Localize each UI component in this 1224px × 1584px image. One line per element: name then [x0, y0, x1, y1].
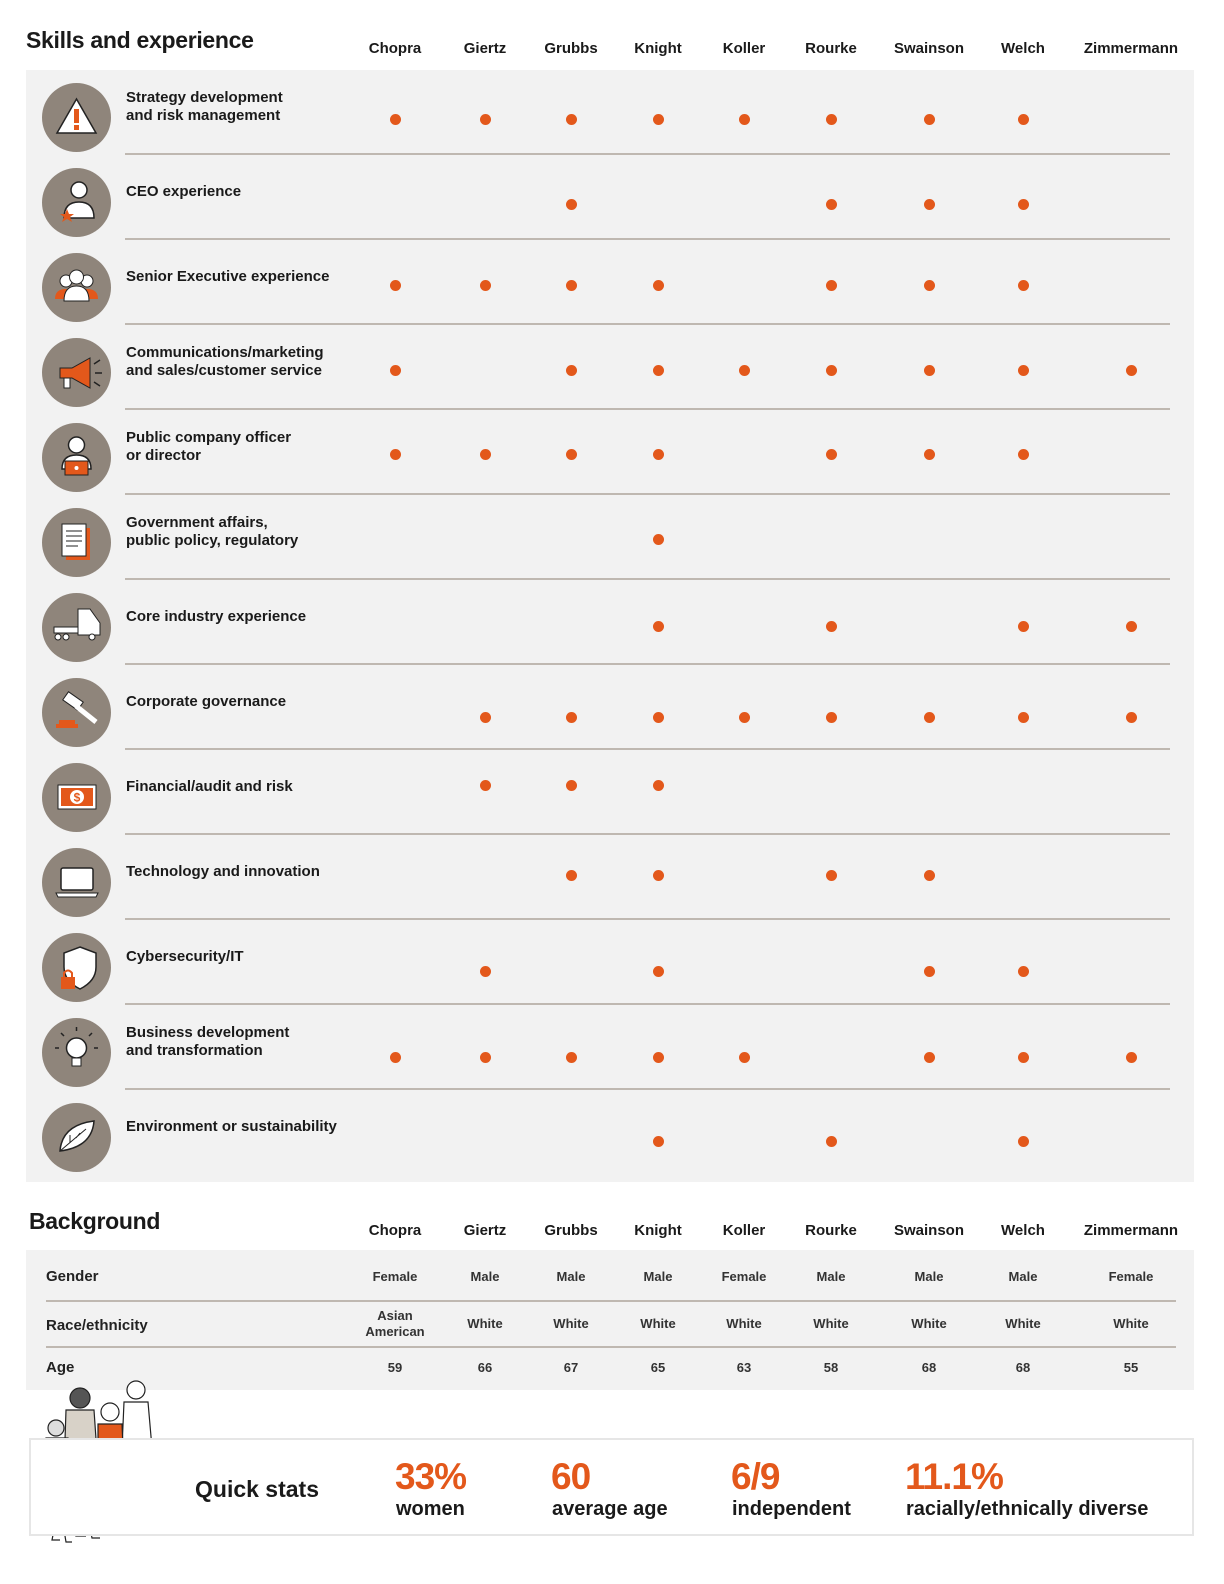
skill-dot [1126, 621, 1137, 632]
background-cell: Male [1008, 1269, 1038, 1284]
background-header-swainson: Swainson [893, 1222, 964, 1239]
background-cell: White [726, 1316, 762, 1331]
background-cell: White [640, 1316, 676, 1331]
skill-dot [826, 1136, 837, 1147]
skill-row [26, 580, 1194, 665]
background-label: Race/ethnicity [46, 1317, 148, 1334]
background-header-koller: Koller [722, 1222, 766, 1239]
skill-dot [566, 114, 577, 125]
background-cell: White [1005, 1316, 1041, 1331]
background-cell: White [813, 1316, 849, 1331]
skill-label: Senior Executive experience [126, 268, 330, 285]
skill-dot [924, 114, 935, 125]
background-cell: Male [816, 1269, 846, 1284]
skill-dot [1018, 966, 1029, 977]
quick-stats-box [29, 1438, 1194, 1536]
skill-dot [566, 870, 577, 881]
background-cell: 58 [823, 1360, 839, 1375]
skill-dot [566, 199, 577, 210]
skill-dot [653, 966, 664, 977]
skill-dot [924, 966, 935, 977]
background-cell: Male [470, 1269, 500, 1284]
skill-dot [480, 280, 491, 291]
stat-independent-caption: independent [732, 1498, 851, 1520]
skills-header-welch: Welch [1001, 40, 1045, 57]
stat-women-caption: women [396, 1498, 465, 1520]
skill-dot [1018, 365, 1029, 376]
skill-dot [739, 365, 750, 376]
skill-dot [1018, 1136, 1029, 1147]
megaphone-icon [42, 338, 111, 407]
skill-dot [1018, 621, 1029, 632]
shield-lock-icon [42, 933, 111, 1002]
warning-icon [42, 83, 111, 152]
skill-dot [1018, 114, 1029, 125]
background-header-zimmermann: Zimmermann [1083, 1222, 1179, 1239]
skill-label: Strategy development and risk management [126, 89, 283, 124]
background-cell: 66 [477, 1360, 493, 1375]
skill-dot [924, 365, 935, 376]
skill-dot [826, 712, 837, 723]
truck-icon [42, 593, 111, 662]
skill-dot [480, 114, 491, 125]
skill-dot [480, 449, 491, 460]
skill-dot [1126, 712, 1137, 723]
skills-header-grubbs: Grubbs [544, 40, 598, 57]
background-cell: Female [721, 1269, 767, 1284]
background-cell: Male [914, 1269, 944, 1284]
skill-row [26, 750, 1194, 835]
row-divider [46, 1346, 1176, 1348]
stat-women-value: 33% [395, 1456, 467, 1497]
skill-dot [653, 621, 664, 632]
row-divider [46, 1300, 1176, 1302]
skills-header-knight: Knight [634, 40, 682, 57]
skill-dot [566, 712, 577, 723]
background-header-rourke: Rourke [805, 1222, 857, 1239]
skill-dot [653, 534, 664, 545]
officer-laptop-icon [42, 423, 111, 492]
laptop-icon [42, 848, 111, 917]
skill-label: CEO experience [126, 183, 242, 200]
skill-row [26, 70, 1194, 155]
background-cell: 55 [1123, 1360, 1139, 1375]
quick-stats-title: Quick stats [195, 1476, 319, 1502]
skill-label: Corporate governance [126, 693, 287, 710]
skill-label: Technology and innovation [126, 863, 320, 880]
skills-header-zimmermann: Zimmermann [1083, 40, 1179, 57]
skill-row [26, 665, 1194, 750]
skill-dot [924, 449, 935, 460]
skill-label: Cybersecurity/IT [126, 948, 244, 965]
skill-label: Financial/audit and risk [126, 778, 293, 795]
background-cell: White [467, 1316, 503, 1331]
ceo-star-icon [42, 168, 111, 237]
skill-label: Core industry experience [126, 608, 307, 625]
skill-label: Public company officer or director [126, 429, 292, 464]
skill-dot [739, 712, 750, 723]
skill-dot [653, 870, 664, 881]
skill-dot [566, 280, 577, 291]
skill-dot [826, 365, 837, 376]
skill-dot [390, 114, 401, 125]
skill-dot [480, 780, 491, 791]
skill-dot [1018, 280, 1029, 291]
document-icon [42, 508, 111, 577]
skills-header-swainson: Swainson [893, 40, 964, 57]
background-cell: White [1113, 1316, 1149, 1331]
skill-row [26, 495, 1194, 580]
skills-header-rourke: Rourke [805, 40, 857, 57]
skill-dot [1018, 1052, 1029, 1063]
skill-row [26, 920, 1194, 1005]
skill-dot [653, 114, 664, 125]
skill-label: Government affairs, public policy, regulatory [126, 514, 299, 549]
background-cell: Asian American [365, 1308, 425, 1339]
background-header-grubbs: Grubbs [544, 1222, 598, 1239]
skill-row [26, 1090, 1194, 1175]
background-cell: 68 [921, 1360, 937, 1375]
background-cell: Male [643, 1269, 673, 1284]
skill-dot [924, 1052, 935, 1063]
svg-text:$: $ [73, 790, 81, 805]
skill-dot [390, 1052, 401, 1063]
background-header-giertz: Giertz [463, 1222, 507, 1239]
skills-header-giertz: Giertz [463, 40, 507, 57]
skill-dot [1018, 712, 1029, 723]
skill-dot [1126, 365, 1137, 376]
skill-row [26, 410, 1194, 495]
background-cell: White [911, 1316, 947, 1331]
stat-age-value: 60 [551, 1456, 591, 1497]
skill-dot [480, 1052, 491, 1063]
group-icon [42, 253, 111, 322]
skill-dot [924, 712, 935, 723]
gavel-icon [42, 678, 111, 747]
background-cell: 68 [1015, 1360, 1031, 1375]
skills-header-koller: Koller [722, 40, 766, 57]
skill-dot [739, 1052, 750, 1063]
skill-dot [1126, 1052, 1137, 1063]
skill-label: Business development and transformation [126, 1024, 290, 1059]
skill-row [26, 155, 1194, 240]
skills-section-title: Skills and experience [26, 27, 254, 53]
skill-dot [480, 712, 491, 723]
background-cell: Female [1108, 1269, 1154, 1284]
skill-dot [653, 280, 664, 291]
stat-independent-value: 6/9 [731, 1456, 780, 1497]
money-icon [42, 763, 111, 832]
background-header-welch: Welch [1001, 1222, 1045, 1239]
skill-dot [826, 449, 837, 460]
skill-dot [826, 621, 837, 632]
skill-dot [653, 780, 664, 791]
background-label: Gender [46, 1268, 99, 1285]
skills-matrix [26, 70, 1194, 1182]
background-cell: 67 [563, 1360, 579, 1375]
background-cell: 63 [736, 1360, 752, 1375]
skill-dot [566, 449, 577, 460]
skill-dot [480, 966, 491, 977]
skill-dot [924, 280, 935, 291]
skill-row [26, 325, 1194, 410]
skills-header-chopra: Chopra [368, 40, 422, 57]
background-cell: 65 [650, 1360, 666, 1375]
skill-dot [390, 365, 401, 376]
skill-label: Communications/marketing and sales/customer service [126, 344, 324, 379]
skill-dot [390, 449, 401, 460]
stat-diverse-caption: racially/ethnically diverse [906, 1498, 1149, 1520]
background-cell: Female [372, 1269, 418, 1284]
skill-dot [653, 1136, 664, 1147]
skill-dot [826, 280, 837, 291]
background-cell: Male [556, 1269, 586, 1284]
skill-row [26, 1005, 1194, 1090]
background-section-title: Background [29, 1208, 161, 1234]
skill-dot [566, 365, 577, 376]
skill-dot [739, 114, 750, 125]
skill-dot [826, 870, 837, 881]
background-cell: 59 [387, 1360, 403, 1375]
skill-dot [653, 365, 664, 376]
stat-age-caption: average age [552, 1498, 668, 1520]
skill-dot [1018, 199, 1029, 210]
background-table [26, 1250, 1194, 1390]
background-header-chopra: Chopra [368, 1222, 422, 1239]
background-header-knight: Knight [634, 1222, 682, 1239]
skill-dot [924, 199, 935, 210]
leaf-icon [42, 1103, 111, 1172]
background-label: Age [46, 1359, 75, 1376]
skill-dot [566, 780, 577, 791]
skill-dot [566, 1052, 577, 1063]
skill-row [26, 835, 1194, 920]
skill-dot [653, 1052, 664, 1063]
skill-dot [653, 449, 664, 460]
skill-dot [653, 712, 664, 723]
stat-diverse-value: 11.1% [905, 1456, 1003, 1497]
skill-dot [826, 114, 837, 125]
skill-dot [826, 199, 837, 210]
lightbulb-icon [42, 1018, 111, 1087]
background-cell: White [553, 1316, 589, 1331]
skill-dot [1018, 449, 1029, 460]
skill-dot [924, 870, 935, 881]
skill-label: Environment or sustainability [126, 1118, 337, 1135]
skill-dot [390, 280, 401, 291]
skill-row [26, 240, 1194, 325]
